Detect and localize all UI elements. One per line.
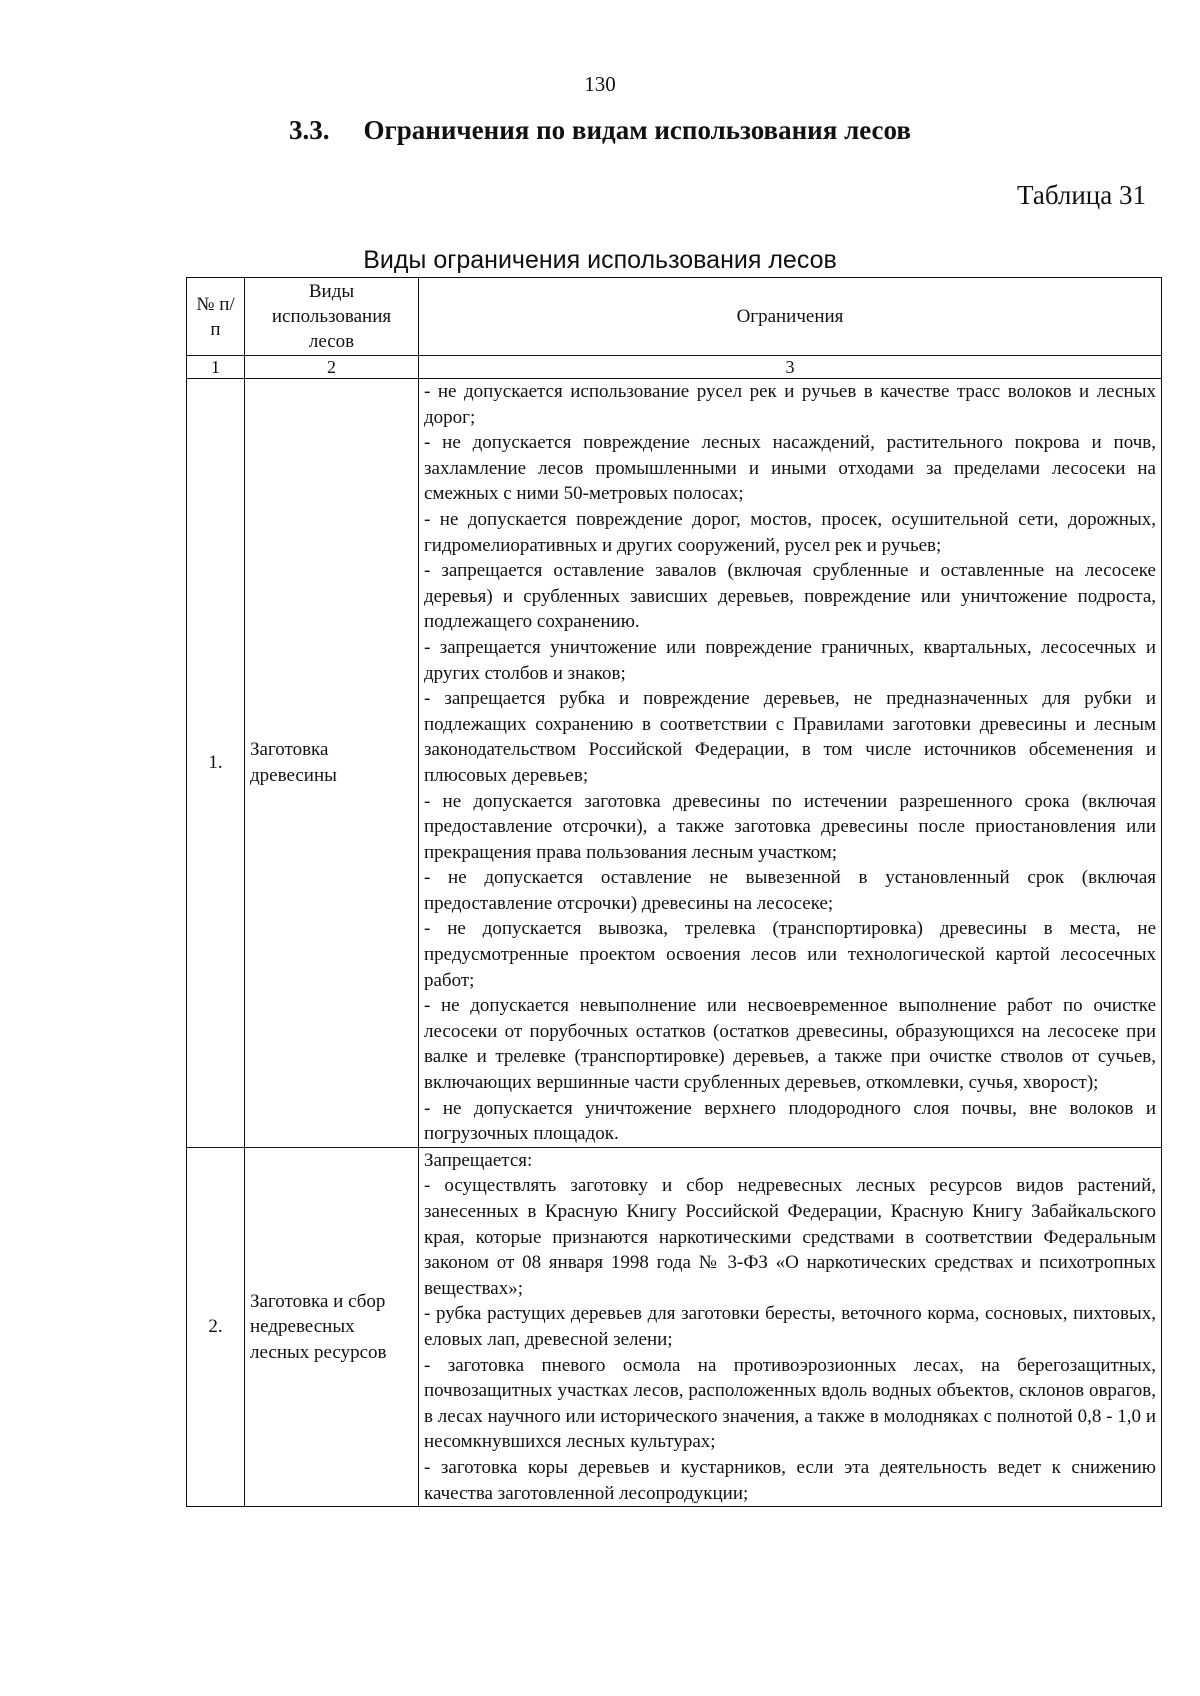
table-caption: Виды ограничения использования лесов <box>363 246 837 274</box>
restriction-item: - не допускается вывозка, трелевка (транспортировка) древесины в места, не предусмотренные проектом освоения лесов или технологической картой лесосечных работ; <box>424 918 1156 991</box>
header-number: № п/п <box>187 278 245 356</box>
table-header-row <box>187 278 1162 356</box>
section-number: 3.3. <box>289 115 330 145</box>
table-row <box>187 379 1162 1148</box>
row-number: 2. <box>187 1147 245 1506</box>
section-title-text: Ограничения по видам использования лесов <box>363 115 911 145</box>
column-number: 2 <box>245 356 419 379</box>
row-restrictions <box>419 1147 1162 1506</box>
restriction-item: - не допускается повреждение дорог, мостов, просек, осушительной сети, дорожных, гидромелиоративных и других сооружений, русел рек и ручьев; <box>424 508 1156 556</box>
restriction-item: - запрещается уничтожение или повреждение граничных, квартальных, лесосечных и других столбов и знаков; <box>424 636 1156 684</box>
column-numbers-row <box>187 356 1162 379</box>
restriction-item: - заготовка коры деревьев и кустарников, если эта деятельность ведет к снижению качества заготовленной лесопродукции; <box>424 1456 1156 1504</box>
header-restrictions: Ограничения <box>419 278 1162 356</box>
restriction-item: - не допускается повреждение лесных насаждений, растительного покрова и почв, захламление лесов промышленными и иными отходами за пределами лесосеки на смежных с ними 50-метровых полосах; <box>424 432 1156 505</box>
restriction-item: - запрещается оставление завалов (включая срубленные и оставленные на лесосеке деревья) и срубленных зависших деревьев, повреждение или уничтожение подроста, подлежащего сохранению. <box>424 560 1156 633</box>
row-kind: Заготовка древесины <box>245 379 419 1148</box>
row-restrictions <box>419 379 1162 1148</box>
restriction-item: - не допускается уничтожение верхнего плодородного слоя почвы, вне волоков и погрузочных площадок. <box>424 1097 1156 1145</box>
restriction-item: - не допускается использование русел рек и ручьев в качестве трасс волоков и лесных дорог; <box>424 381 1156 428</box>
restriction-item: - заготовка пневого осмола на противоэрозионных лесах, на берегозащитных, почвозащитных участках лесов, расположенных вдоль водных объектов, склонов оврагов, в лесах научного или исторического значения, а также в молодняках с полнотой 0,8 - 1,0 и несомкнувшихся лесных культурах; <box>424 1354 1156 1453</box>
column-number: 3 <box>419 356 1162 379</box>
restriction-item: Запрещается: <box>424 1149 533 1171</box>
restriction-item: - запрещается рубка и повреждение деревьев, не предназначенных для рубки и подлежащих сохранению в соответствии с Правилами заготовки древесины и лесным законодательством Российской Федерации, в том числе источников обсеменения и плюсовых деревьев; <box>424 688 1156 786</box>
restriction-item: - рубка растущих деревьев для заготовки бересты, веточного корма, сосновых, пихтовых, еловых лап, древесной зелени; <box>424 1303 1156 1350</box>
restriction-item: - не допускается оставление не вывезенной в установленный срок (включая предоставление отсрочки) древесины на лесосеке; <box>424 867 1156 914</box>
restriction-item: - осуществлять заготовку и сбор недревесных лесных ресурсов видов растений, занесенных в Красную Книгу Российской Федерации, Красную Книгу Забайкальского края, которые признаются наркотическими средствами в соответствии Федеральным законом от 08 января 1998 года № 3-ФЗ «О наркотических средствах и психотропных веществах»; <box>424 1175 1156 1299</box>
table-row <box>187 1147 1162 1506</box>
row-number: 1. <box>187 379 245 1148</box>
table-label: Таблица 31 <box>1017 180 1146 210</box>
page-number: 130 <box>584 72 616 96</box>
restrictions-table <box>186 277 1162 1507</box>
row-kind: Заготовка и сбор недревесных лесных ресурсов <box>245 1147 419 1506</box>
restriction-item: - не допускается заготовка древесины по истечении разрешенного срока (включая предоставление отсрочки), а также заготовка древесины после приостановления или прекращения права пользования лесным участком; <box>424 790 1156 863</box>
restriction-item: - не допускается невыполнение или несвоевременное выполнение работ по очистке лесосеки от порубочных остатков (остатков древесины, образующихся на лесосеке при валке и трелевке (транспортировке) деревьев, а также при очистке стволов от сучьев, включающих вершинные части срубленных деревьев, откомлевки, сучья, хворост); <box>424 995 1156 1094</box>
section-title <box>0 115 1200 146</box>
header-kind: Виды использования лесов <box>245 278 419 356</box>
column-number: 1 <box>187 356 245 379</box>
